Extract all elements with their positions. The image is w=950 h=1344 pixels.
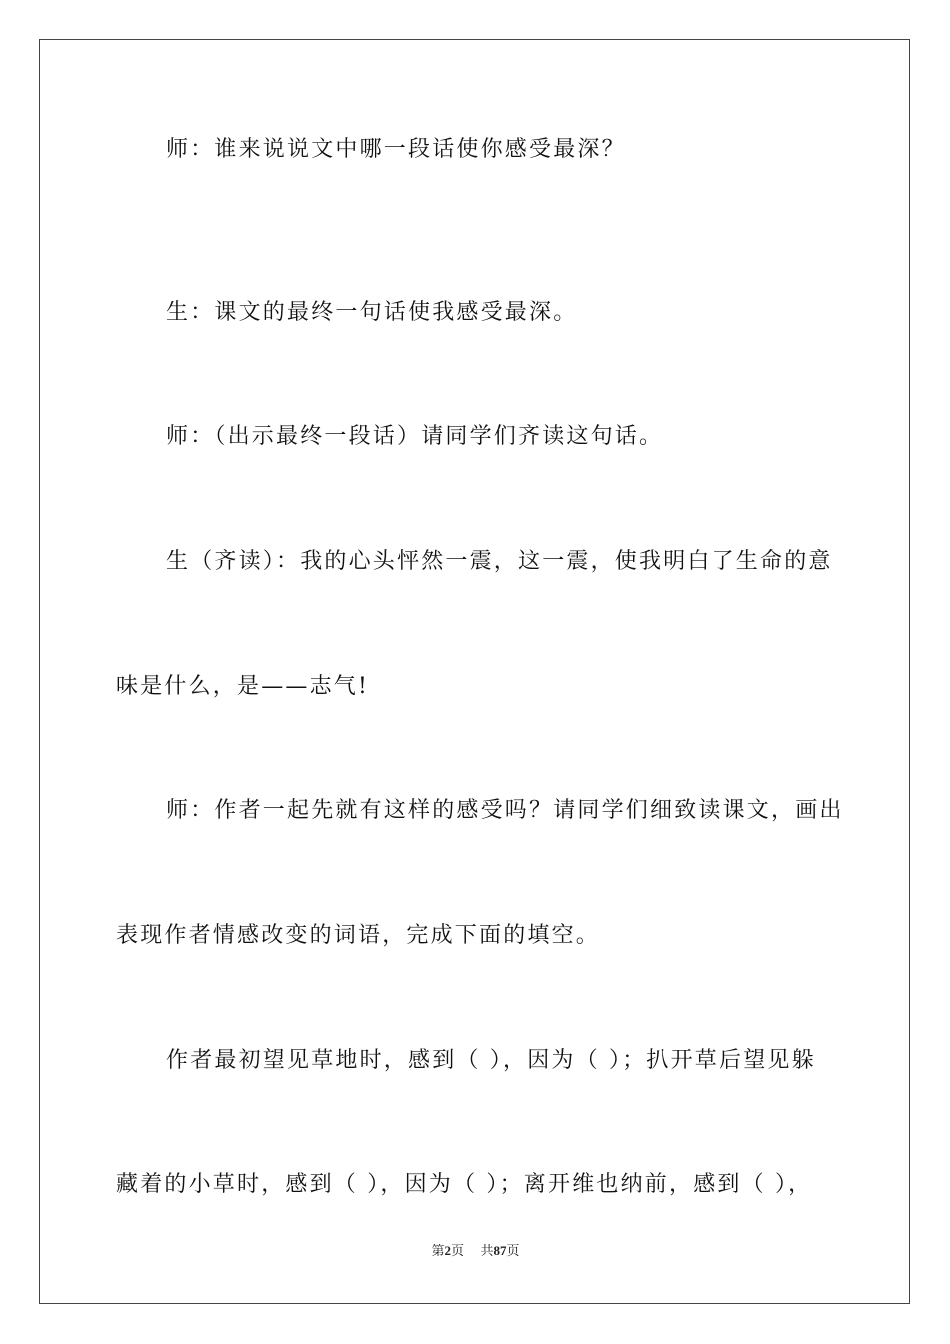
- footer-total-suffix: 页: [506, 1244, 520, 1259]
- footer-page-number: 2: [444, 1243, 451, 1258]
- text-line-4: 生（齐读）：我的心头怦然一震，这一震，使我明白了生命的意: [166, 549, 833, 574]
- text-line-9: 藏着的小草时，感到（ ），因为（ ）；离开维也纳前，感到（ ），: [116, 1172, 813, 1197]
- text-line-1: 师：谁来说说文中哪一段话使你感受最深？: [166, 137, 626, 162]
- page-frame: [39, 39, 910, 1304]
- text-line-2: 生：课文的最终一句话使我感受最深。: [166, 300, 578, 325]
- footer-page-suffix: 页: [450, 1244, 464, 1259]
- text-line-5: 味是什么，是——志气!: [116, 674, 370, 699]
- text-line-8: 作者最初望见草地时，感到（ ），因为（ ）；扒开草后望见躲: [166, 1048, 816, 1073]
- page-footer: [40, 1243, 911, 1260]
- footer-total-prefix: 共: [480, 1244, 494, 1259]
- text-line-7: 表现作者情感改变的词语，完成下面的填空。: [116, 923, 601, 948]
- footer-page-prefix: 第: [431, 1244, 445, 1259]
- text-line-3: 师：（出示最终一段话）请同学们齐读这句话。: [166, 424, 664, 449]
- footer-total-pages: 87: [493, 1243, 507, 1258]
- text-line-6: 师：作者一起先就有这样的感受吗？请同学们细致读课文，画出: [166, 798, 844, 823]
